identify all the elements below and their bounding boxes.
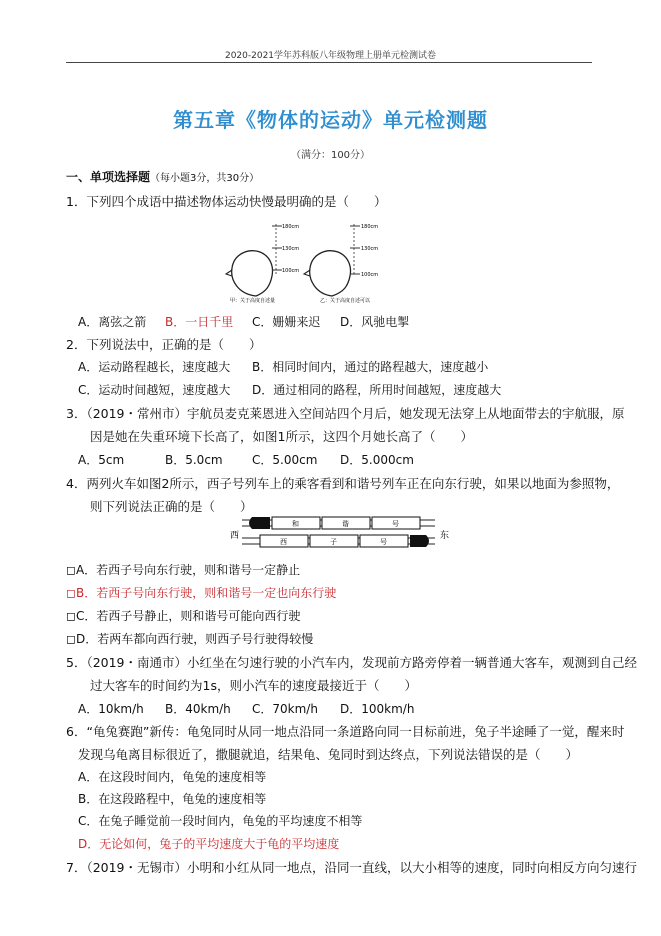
q6-option-c: C．在兔子睡觉前一段时间内，龟兔的平均速度不相等 [78, 814, 363, 828]
q5-line1: 5．（2019・南通市）小红坐在匀速行驶的小汽车内，发现前方路旁停着一辆普通大客车，观测到自己经 [66, 655, 638, 670]
page-title: 第五章《物体的运动》单元检测题 [173, 108, 488, 132]
q5-option-b: B．40km/h [165, 702, 231, 716]
left-ruler [272, 224, 282, 274]
q4-option-a: ◻A．若西子号向东行驶，则和谐号一定静止 [66, 563, 301, 577]
q1-option-d: D．风驰电掣 [340, 315, 410, 329]
q4-option-c: ◻C．若西子号静止，则和谐号可能向西行驶 [66, 609, 301, 623]
q5-option-c: C．70km/h [252, 702, 318, 716]
train-figure [230, 512, 450, 554]
right-label-mid: 130cm [361, 246, 379, 252]
section-label: 一、单项选择题 [66, 170, 151, 184]
q3-option-c: C．5.00cm [252, 453, 318, 467]
xizi-char-2: 子 [330, 538, 337, 546]
right-label-top: 180cm [361, 224, 379, 230]
q6-option-d: D．无论如何，兔子的平均速度大于龟的平均速度 [78, 837, 340, 851]
q3-line1: 3．（2019・常州市）宇航员麦克莱恩进入空间站四个月后，她发现无法穿上从地面带去的宇航服，原 [66, 406, 625, 421]
q5-option-d: D．100km/h [340, 702, 415, 716]
q6-line2: 发现乌龟离目标很近了，撒腿就追，结果龟、兔同时到达终点，下列说法错误的是（ ） [78, 747, 579, 762]
q4-option-d: ◻D．若两车都向西行驶，则西子号行驶得较慢 [66, 632, 314, 646]
right-ruler [350, 224, 360, 276]
left-label-top: 180cm [282, 224, 300, 230]
q3-line2: 因是她在失重环境下长高了，如图1所示，这四个月她长高了（ ） [90, 429, 473, 444]
q1-option-b: B．一日千里 [165, 315, 234, 329]
right-label-bot: 100cm [361, 272, 379, 278]
hexie-char-3: 号 [392, 520, 399, 528]
xizi-char-1: 西 [280, 538, 287, 546]
q2-option-d: D．通过相同的路程，所用时间越短，速度越大 [252, 383, 502, 397]
q1-option-c: C．姗姗来迟 [252, 315, 321, 329]
q2-option-c: C．运动时间越短，速度越大 [78, 383, 231, 397]
hexie-char-2: 谐 [342, 520, 349, 528]
q3-option-b: B．5.0cm [165, 453, 223, 467]
east-label: 东 [440, 531, 450, 541]
q5-option-a: A．10km/h [78, 702, 144, 716]
q2-option-a: A．运动路程越长，速度越大 [78, 360, 231, 374]
q4-option-b: ◻B．若西子号向东行驶，则和谐号一定也向东行驶 [66, 586, 337, 600]
hexie-char-1: 和 [292, 520, 299, 528]
left-label-bot: 100cm [282, 268, 300, 274]
fig-caption-right: 乙：关于高度自述可以 [320, 298, 371, 304]
west-label: 西 [230, 531, 240, 541]
q3-option-a: A．5cm [78, 453, 125, 467]
left-label-mid: 130cm [282, 246, 300, 252]
q4-line1: 4．两列火车如图2所示，西子号列车上的乘客看到和谐号列车正在向东行驶，如果以地面为参照物， [66, 476, 620, 491]
left-head-outline [232, 251, 273, 296]
q3-option-d: D．5.000cm [340, 453, 414, 467]
full-score: （满分：100分） [290, 150, 371, 161]
q6-option-a: A．在这段时间内，龟兔的速度相等 [78, 770, 267, 784]
height-figure [220, 214, 390, 306]
q7-line1: 7．（2019・无锡市）小明和小红从同一地点，沿同一直线，以大小相等的速度，同时向相反方向匀速行 [66, 860, 638, 875]
section-heading [66, 168, 259, 185]
q5-line2: 过大客车的时间约为1s，则小汽车的速度最接近于（ ） [90, 678, 417, 693]
q4-line2: 则下列说法正确的是（ ） [90, 499, 253, 514]
q6-line1: 6．“龟兔赛跑”新传：龟兔同时从同一地点沿同一条道路向同一目标前进，兔子半途睡了一觉，醒来时 [66, 724, 625, 739]
q6-option-b: B．在这段路程中，龟兔的速度相等 [78, 792, 267, 806]
q2-option-b: B．相同时间内，通过的路程越大，速度越小 [252, 360, 489, 374]
right-head-outline [310, 251, 351, 296]
q1-stem: 1．下列四个成语中描述物体运动快慢最明确的是（ ） [66, 194, 387, 209]
header-rule [66, 62, 592, 63]
xizi-char-3: 号 [380, 538, 387, 546]
section-note: （每小题3分，共30分） [150, 173, 260, 184]
fig-caption-left: 甲：关于高度自述量 [230, 298, 276, 304]
page-header: 2020-2021学年苏科版八年级物理上册单元检测试卷 [224, 51, 437, 61]
q2-stem: 2．下列说法中，正确的是（ ） [66, 337, 262, 352]
q1-option-a: A．离弦之箭 [78, 315, 147, 329]
